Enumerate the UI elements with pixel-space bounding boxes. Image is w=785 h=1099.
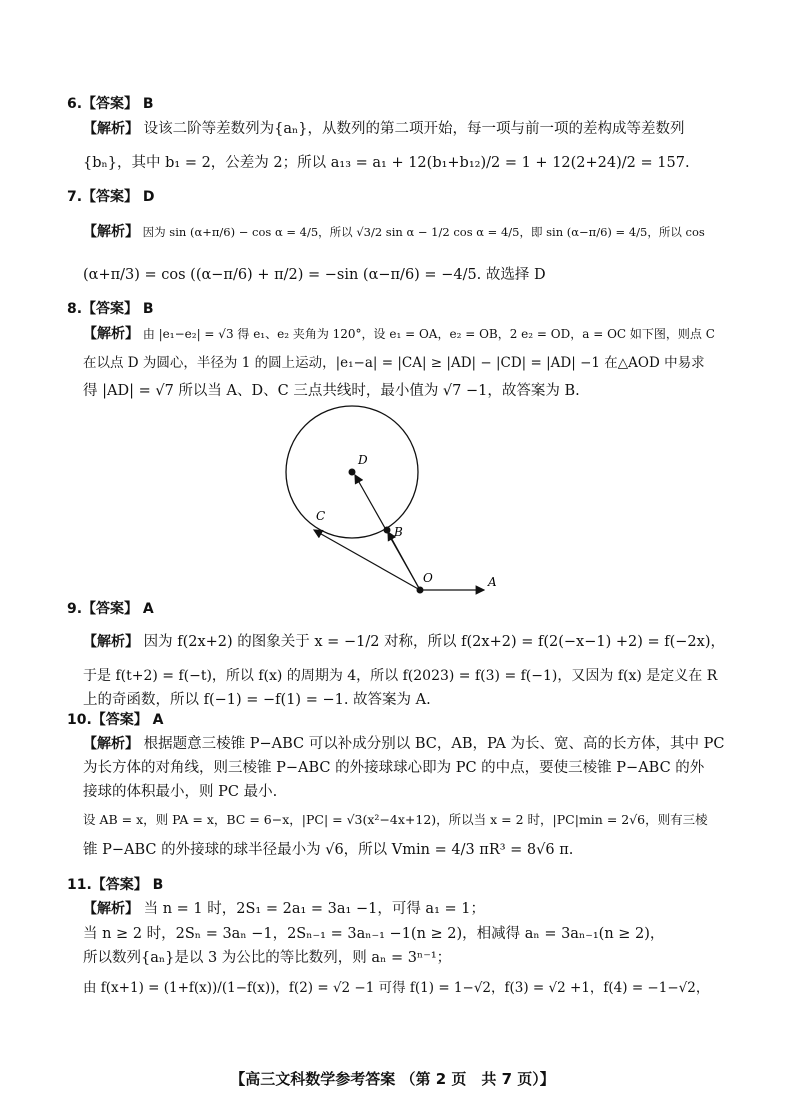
analysis-label: 【解析】 <box>83 634 139 650</box>
label-b: B <box>394 525 403 539</box>
page-footer: 【高三文科数学参考答案 （第 2 页 共 7 页）】 <box>230 1070 555 1088</box>
analysis-9-line-3: 上的奇函数，所以 f(−1) = −f(1) = −1. 故答案为 A. <box>83 692 431 708</box>
analysis-11-line-4: 由 f(x+1) = (1+f(x))/(1−f(x))，f(2) = √2 −1 可得 f(1) = 1−√2，f(3) = √2 +1，f(4) = −1−√2， <box>83 980 710 996</box>
label-c: C <box>316 509 326 523</box>
analysis-label: 【解析】 <box>83 326 139 342</box>
analysis-9-line-2: 于是 f(t+2) = f(−t)，所以 f(x) 的周期为 4，所以 f(2023) = f(3) = f(−1)，又因为 f(x) 是定义在 R <box>83 668 718 684</box>
analysis-11-line-2: 当 n ≥ 2 时，2Sₙ = 3aₙ −1，2Sₙ₋₁ = 3aₙ₋₁ −1(n ≥ 2)，相减得 aₙ = 3aₙ₋₁(n ≥ 2)， <box>83 926 665 942</box>
label-o: O <box>423 571 433 585</box>
analysis-label: 【解析】 <box>83 121 139 137</box>
answer-11: 11.【答案】 B <box>67 877 164 893</box>
analysis-label: 【解析】 <box>83 224 139 240</box>
point-d <box>349 469 356 476</box>
analysis-10-line-3: 接球的体积最小，则 PC 最小. <box>83 784 278 800</box>
analysis-10-line-4: 设 AB = x，则 PA = x，BC = 6−x，|PC| = √3(x²−4x+12)，所以当 x = 2 时，|PC|min = 2√6，则有三棱 <box>83 812 708 827</box>
answer-6: 6.【答案】 B <box>67 96 154 112</box>
analysis-8-line-2: 在以点 D 为圆心，半径为 1 的圆上运动，|e₁−a| = |CA| ≥ |AD| − |CD| = |AD| −1 在△AOD 中易求 <box>83 355 705 371</box>
analysis-8-line-1: 【解析】 由 |e₁−e₂| = √3 得 e₁、e₂ 夹角为 120°，设 e₁ = OA，e₂ = OB，2 e₂ = OD，a = OC 如下图，则点 C <box>83 326 715 342</box>
label-d: D <box>358 453 368 467</box>
analysis-8-line-3: 得 |AD| = √7 所以当 A、D、C 三点共线时，最小值为 √7 −1，故答案为 B. <box>83 383 580 399</box>
analysis-6-line-2: {bₙ}，其中 b₁ = 2，公差为 2；所以 a₁₃ = a₁ + 12(b₁+b₁₂)/2 = 1 + 12(2+24)/2 = 157. <box>83 155 690 171</box>
analysis-7-line-1: 【解析】 因为 sin (α+π/6) − cos α = 4/5，所以 √3/2 sin α − 1/2 cos α = 4/5，即 sin (α−π/6) = 4/5，所以 cos <box>83 224 705 240</box>
analysis-10-line-1: 【解析】 根据题意三棱锥 P−ABC 可以补成分别以 BC，AB，PA 为长、宽、高的长方体，其中 PC <box>83 736 725 752</box>
analysis-label: 【解析】 <box>83 736 139 752</box>
analysis-11-line-1: 【解析】 当 n = 1 时，2S₁ = 2a₁ = 3a₁ −1，可得 a₁ = 1； <box>83 901 485 917</box>
analysis-9-line-1: 【解析】 因为 f(2x+2) 的图象关于 x = −1/2 对称，所以 f(2x+2) = f(2(−x−1) +2) = f(−2x)， <box>83 634 725 650</box>
analysis-10-line-5: 锥 P−ABC 的外接球的球半径最小为 √6，所以 Vmin = 4/3 πR³ = 8√6 π. <box>83 842 574 858</box>
point-o <box>417 587 424 594</box>
answer-7: 7.【答案】 D <box>67 189 155 205</box>
analysis-10-line-2: 为长方体的对角线，则三棱锥 P−ABC 的外接球球心即为 PC 的中点，要使三棱锥 P−ABC 的外 <box>83 760 705 776</box>
analysis-7-line-2: (α+π/3) = cos ((α−π/6) + π/2) = −sin (α−π/6) = −4/5. 故选择 D <box>83 267 546 283</box>
analysis-11-line-3: 所以数列{aₙ}是以 3 为公比的等比数列，则 aₙ = 3ⁿ⁻¹； <box>83 950 452 966</box>
analysis-label: 【解析】 <box>83 901 139 917</box>
point-b <box>384 527 391 534</box>
answer-10: 10.【答案】 A <box>67 712 164 728</box>
vector-circle-figure <box>270 402 520 602</box>
label-a: A <box>488 575 497 589</box>
analysis-6-line-1: 【解析】 设该二阶等差数列为{aₙ}，从数列的第二项开始，每一项与前一项的差构成等差数列 <box>83 121 685 137</box>
answer-9: 9.【答案】 A <box>67 601 154 617</box>
answer-8: 8.【答案】 B <box>67 301 154 317</box>
